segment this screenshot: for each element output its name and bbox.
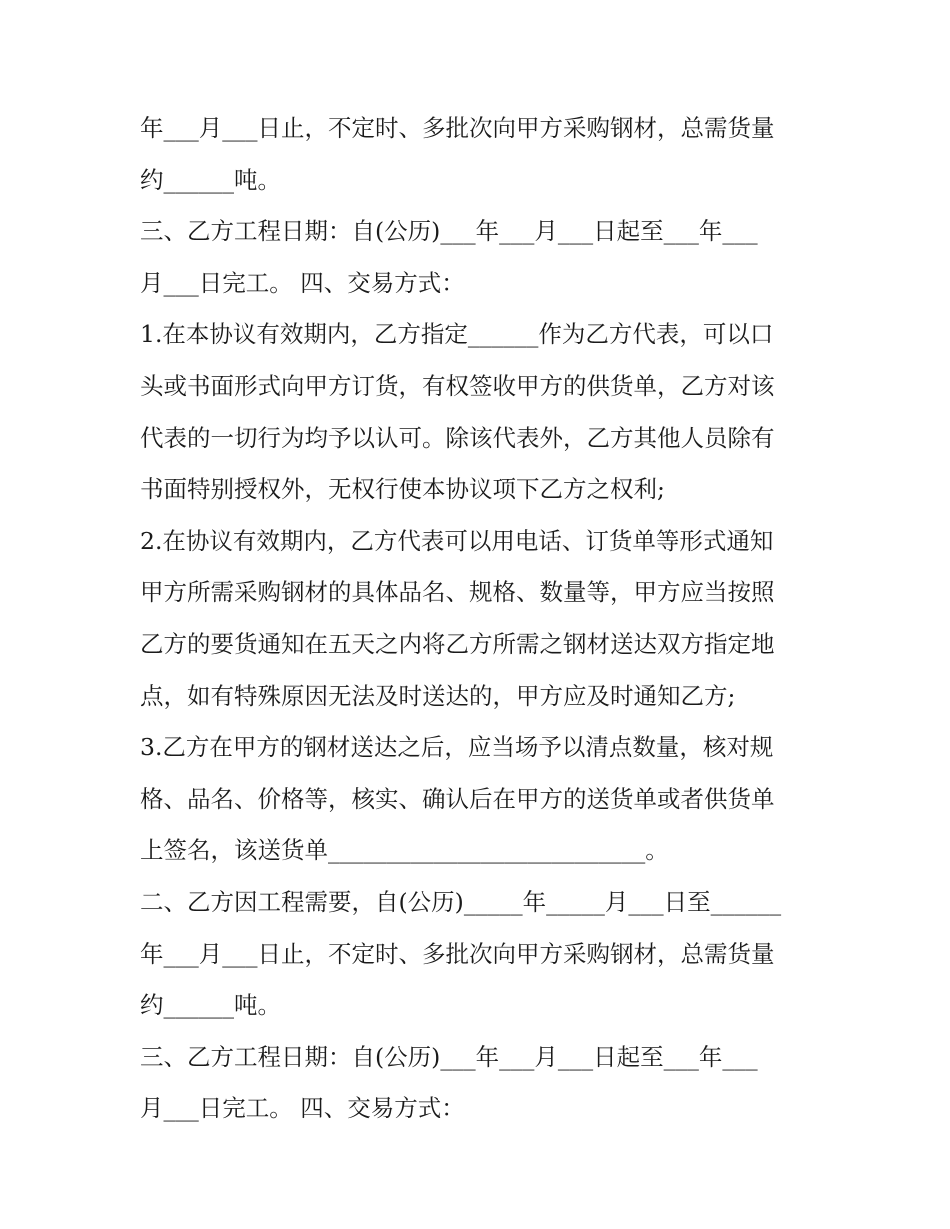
text-line: 点，如有特殊原因无法及时送达的，甲方应及时通知乙方;	[140, 681, 736, 710]
text-line: 约______吨。	[140, 165, 281, 194]
text-line: 2.在协议有效期内，乙方代表可以用电话、订货单等形式通知	[140, 526, 774, 555]
text-line: 格、品名、价格等，核实、确认后在甲方的送货单或者供货单	[140, 784, 775, 813]
text-line: 年___月___日止，不定时、多批次向甲方采购钢材，总需货量	[140, 939, 775, 968]
text-line: 3.乙方在甲方的钢材送达之后，应当场予以清点数量，核对规	[140, 733, 774, 762]
text-line: 上签名，该送货单___________________________。	[140, 836, 669, 865]
text-line: 约______吨。	[140, 991, 281, 1020]
text-line: 年___月___日止，不定时、多批次向甲方采购钢材，总需货量	[140, 114, 775, 142]
text-line: 代表的一切行为均予以认可。除该代表外，乙方其他人员除有	[140, 423, 775, 452]
text-line: 月___日完工。 四、交易方式：	[140, 1094, 465, 1123]
contract-body	[140, 103, 820, 1135]
text-line: 头或书面形式向甲方订货，有权签收甲方的供货单，乙方对该	[140, 371, 775, 400]
text-line: 甲方所需采购钢材的具体品名、规格、数量等，甲方应当按照	[140, 578, 775, 607]
text-line: 1.在本协议有效期内，乙方指定______作为乙方代表，可以口	[140, 320, 774, 349]
text-line: 乙方的要货通知在五天之内将乙方所需之钢材送达双方指定地	[140, 629, 775, 658]
text-line: 月___日完工。 四、交易方式：	[140, 268, 465, 297]
text-line: 书面特别授权外，无权行使本协议项下乙方之权利;	[140, 475, 665, 504]
text-line: 三、乙方工程日期：自(公历)___年___月___日起至___年___	[140, 217, 758, 246]
text-line: 二、乙方因工程需要，自(公历)_____年_____月___日至______	[140, 887, 782, 916]
text-line: 三、乙方工程日期：自(公历)___年___月___日起至___年___	[140, 1042, 758, 1071]
